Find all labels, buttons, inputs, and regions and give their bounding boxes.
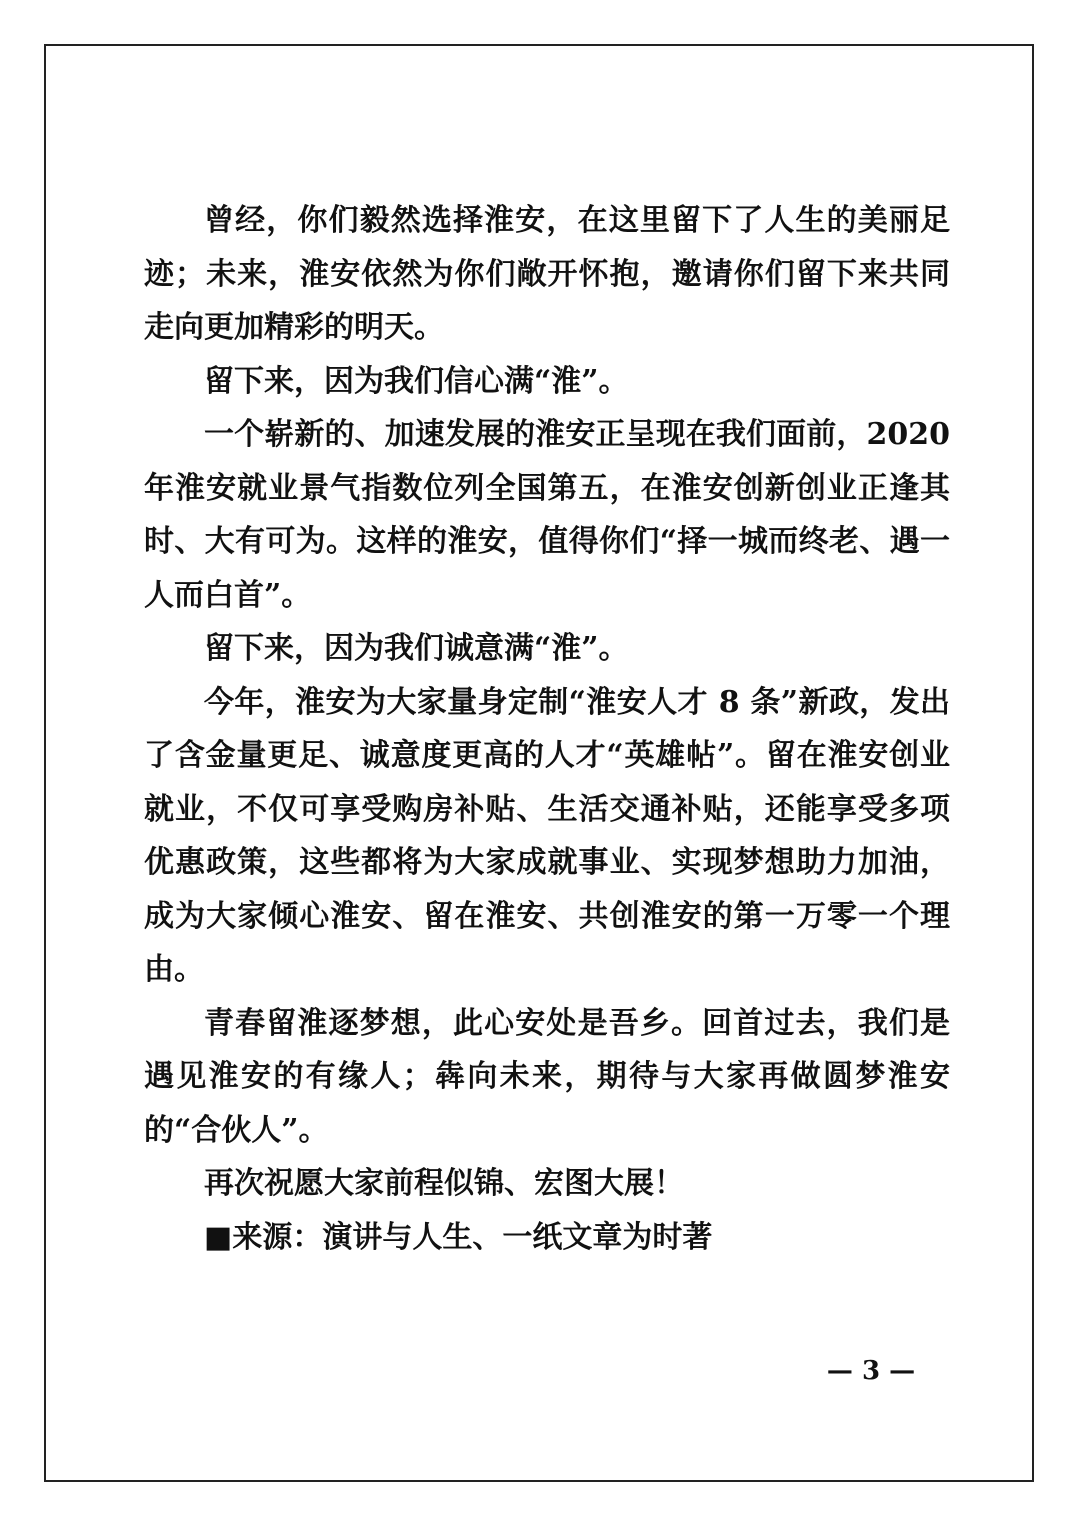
paragraph-intro: 曾经，你们毅然选择淮安，在这里留下了人生的美丽足迹；未来，淮安依然为你们敞开怀抱，邀请你们留下来共同走向更加精彩的明天。 (144, 203, 950, 345)
paragraph-sincerity-heading: 留下来，因为我们诚意满“淮”。 (204, 631, 629, 666)
paragraph-development: 一个崭新的、加速发展的淮安正呈现在我们面前，2020 年淮安就业景气指数位列全国第五，在淮安创新创业正逢其时、大有可为。这样的淮安，值得你们“择一城而终老、遇一人而白首”。 (144, 417, 950, 613)
paragraph-youth: 青春留淮逐梦想，此心安处是吾乡。回首过去，我们是遇见淮安的有缘人；犇向未来，期待与大家再做圆梦淮安的“合伙人”。 (144, 1005, 950, 1148)
paragraph-confidence-heading: 留下来，因为我们信心满“淮”。 (204, 363, 629, 399)
document-body (144, 194, 950, 1264)
paragraph-talent-policy: 今年，淮安为大家量身定制“淮安人才 8 条”新政，发出了含金量更足、诚意度更高的人才“英雄帖”。留在淮安创业就业，不仅可享受购房补贴、生活交通补贴，还能享受多项优惠政策，这些都将为大家成就事业、实现梦想助力加油，成为大家倾心淮安、留在淮安、共创淮安的第一万零一个理由。 (144, 684, 950, 987)
paragraph-wishes: 再次祝愿大家前程似锦、宏图大展！ (204, 1166, 684, 1201)
page-number: — 3 — (826, 1356, 916, 1386)
paragraph-source: ■来源：演讲与人生、一纸文章为时著 (204, 1219, 713, 1255)
